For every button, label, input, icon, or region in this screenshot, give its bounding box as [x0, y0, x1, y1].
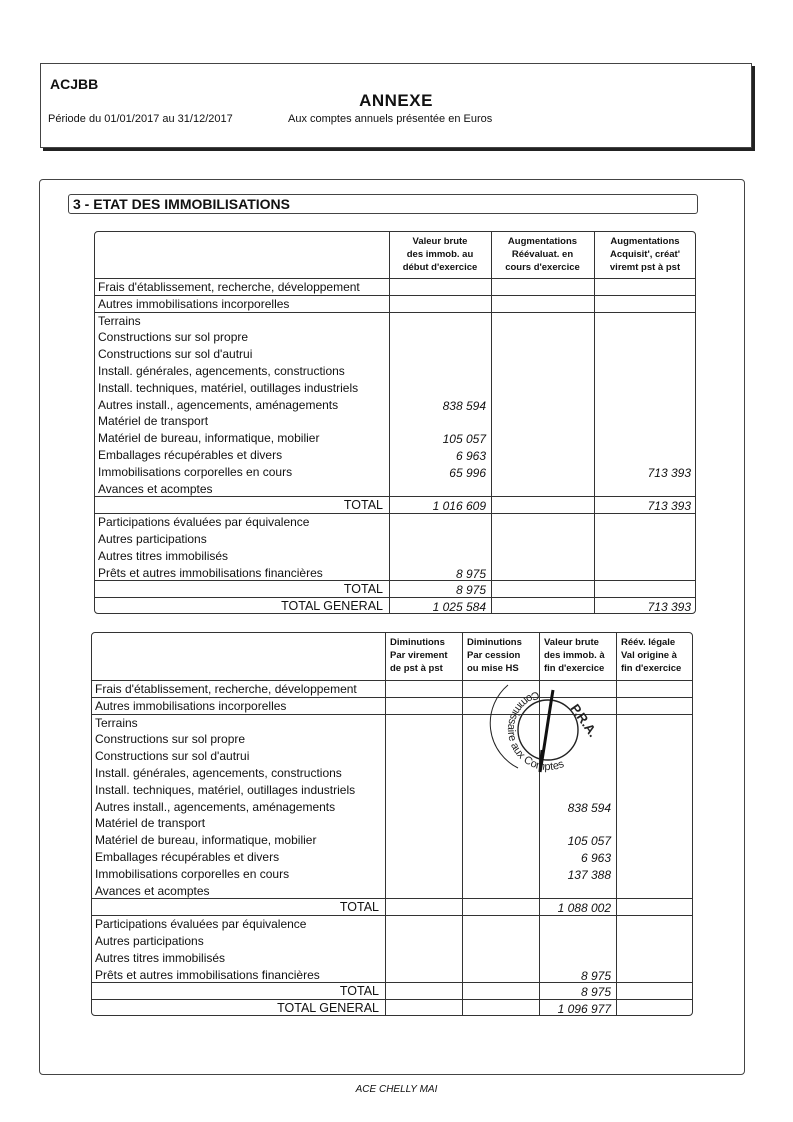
- column-header-line: de pst à pst: [390, 663, 443, 674]
- footer-text: ACE CHELLY MAI: [355, 1084, 438, 1095]
- row-label: Participations évaluées par équivalence: [98, 515, 310, 530]
- period-text: Période du 01/01/2017 au 31/12/2017: [48, 113, 233, 125]
- row-label: Terrains: [98, 313, 141, 328]
- row-label: Autres immobilisations incorporelles: [98, 296, 290, 311]
- row-label: Prêts et autres immobilisations financières: [95, 967, 320, 982]
- row-label: Autres titres immobilisés: [95, 950, 226, 965]
- total-label: TOTAL: [339, 984, 379, 999]
- row-label: Autres titres immobilisés: [98, 548, 229, 563]
- row-label: Constructions sur sol d'autrui: [98, 347, 253, 362]
- column-header-line: viremt pst à pst: [609, 262, 681, 273]
- column-header: [385, 636, 462, 675]
- column-header: [491, 235, 594, 274]
- document-subtitle: Aux comptes annuels présentée en Euros: [288, 113, 493, 125]
- total-label: TOTAL GENERAL: [277, 1001, 379, 1016]
- cell-value: 1 016 609: [432, 499, 486, 514]
- cell-value: 8 975: [455, 566, 486, 581]
- cell-value: 1 025 584: [432, 600, 486, 615]
- row-label: Constructions sur sol propre: [95, 732, 246, 747]
- column-header-line: cours d'exercice: [505, 262, 580, 273]
- cell-value: 8 975: [580, 985, 611, 1000]
- column-header-line: fin d'exercice: [621, 663, 682, 674]
- row-label: Emballages récupérables et divers: [95, 850, 280, 864]
- cell-value: 713 393: [647, 499, 691, 514]
- column-header: [616, 636, 693, 675]
- section-title: 3 - ETAT DES IMMOBILISATIONS: [73, 196, 290, 212]
- row-label: Autres install., agencements, aménagements: [95, 799, 336, 814]
- auditor-stamp: [478, 660, 618, 800]
- row-label: Install. techniques, matériel, outillages industriels: [98, 380, 359, 395]
- column-header: [389, 235, 491, 274]
- column-header-line: des immob. à: [544, 650, 605, 661]
- row-label: Autres participations: [95, 934, 204, 948]
- column-header-line: Diminutions: [390, 637, 445, 648]
- column-header-line: Augmentations: [507, 236, 578, 247]
- column-header-line: Valeur brute: [544, 637, 599, 648]
- row-label: Constructions sur sol d'autrui: [95, 749, 250, 764]
- row-label: Constructions sur sol propre: [98, 330, 249, 345]
- column-header: [594, 235, 696, 274]
- document-header: [40, 63, 752, 148]
- row-label: Avances et acomptes: [95, 883, 210, 898]
- row-label: Prêts et autres immobilisations financières: [98, 565, 323, 580]
- row-label: Participations évaluées par équivalence: [95, 917, 307, 932]
- column-divider: [491, 231, 492, 614]
- column-header-line: Acquisit', créat': [610, 249, 680, 260]
- row-label: Autres participations: [98, 532, 207, 546]
- row-label: Autres immobilisations incorporelles: [95, 698, 287, 713]
- row-label: Autres install., agencements, aménagements: [98, 397, 339, 412]
- column-header-line: des immob. au: [406, 249, 474, 260]
- total-label: TOTAL: [343, 498, 383, 513]
- row-label: Immobilisations corporelles en cours: [95, 866, 290, 881]
- company-name: ACJBB: [50, 76, 99, 92]
- cell-value: 137 388: [567, 867, 611, 882]
- column-divider: [594, 231, 595, 614]
- row-label: Matériel de bureau, informatique, mobilier: [95, 833, 317, 848]
- section-title-bar: [68, 194, 698, 214]
- column-header-line: Par cession: [467, 650, 521, 661]
- cell-value: 105 057: [442, 432, 486, 447]
- row-label: Frais d'établissement, recherche, développement: [95, 682, 357, 696]
- cell-value: 6 963: [580, 851, 611, 865]
- cell-value: 6 963: [455, 449, 486, 463]
- column-header-line: Augmentations: [610, 236, 680, 247]
- document-title: ANNEXE: [359, 91, 433, 110]
- cell-value: 838 594: [442, 398, 486, 413]
- total-label: TOTAL GENERAL: [281, 599, 383, 614]
- cell-value: 1 088 002: [557, 901, 611, 916]
- row-label: Matériel de transport: [95, 816, 206, 831]
- cell-value: 8 975: [455, 583, 486, 598]
- column-header-line: Val origine à: [621, 650, 677, 661]
- cell-value: 65 996: [449, 465, 486, 480]
- total-label: TOTAL: [343, 582, 383, 597]
- row-label: Avances et acomptes: [98, 481, 213, 496]
- table-gross-values-start: [94, 231, 696, 614]
- column-header-line: Diminutions: [467, 637, 522, 648]
- cell-value: 713 393: [647, 600, 691, 615]
- column-header-line: Réévaluat. en: [511, 249, 574, 260]
- column-header-line: Par virement: [390, 650, 448, 661]
- row-label: Matériel de bureau, informatique, mobilier: [98, 431, 320, 446]
- stamp-initials: P.R.A.: [567, 701, 601, 740]
- row-label: Immobilisations corporelles en cours: [98, 464, 293, 479]
- cell-value: 8 975: [580, 968, 611, 983]
- row-label: Install. générales, agencements, constructions: [95, 766, 342, 780]
- cell-value: 713 393: [647, 465, 691, 480]
- stamp-text: Commissaire aux Comptes: [504, 688, 566, 774]
- column-header-line: ou mise HS: [467, 663, 519, 674]
- column-divider: [389, 231, 390, 614]
- row-label: Install. générales, agencements, constructions: [98, 364, 345, 378]
- column-header-line: fin d'exercice: [544, 663, 605, 674]
- cell-value: 1 096 977: [557, 1002, 611, 1017]
- row-label: Terrains: [95, 715, 138, 730]
- row-label: Install. techniques, matériel, outillages industriels: [95, 782, 356, 797]
- cell-value: 838 594: [567, 800, 611, 815]
- row-label: Frais d'établissement, recherche, développement: [98, 280, 360, 294]
- total-label: TOTAL: [339, 900, 379, 915]
- row-label: Matériel de transport: [98, 414, 209, 429]
- column-header-line: début d'exercice: [402, 262, 478, 273]
- cell-value: 105 057: [567, 834, 611, 849]
- row-label: Emballages récupérables et divers: [98, 448, 283, 462]
- column-divider: [462, 632, 463, 1016]
- column-header-line: Réév. légale: [621, 637, 676, 648]
- column-header-line: Valeur brute: [412, 236, 468, 247]
- column-divider: [385, 632, 386, 1016]
